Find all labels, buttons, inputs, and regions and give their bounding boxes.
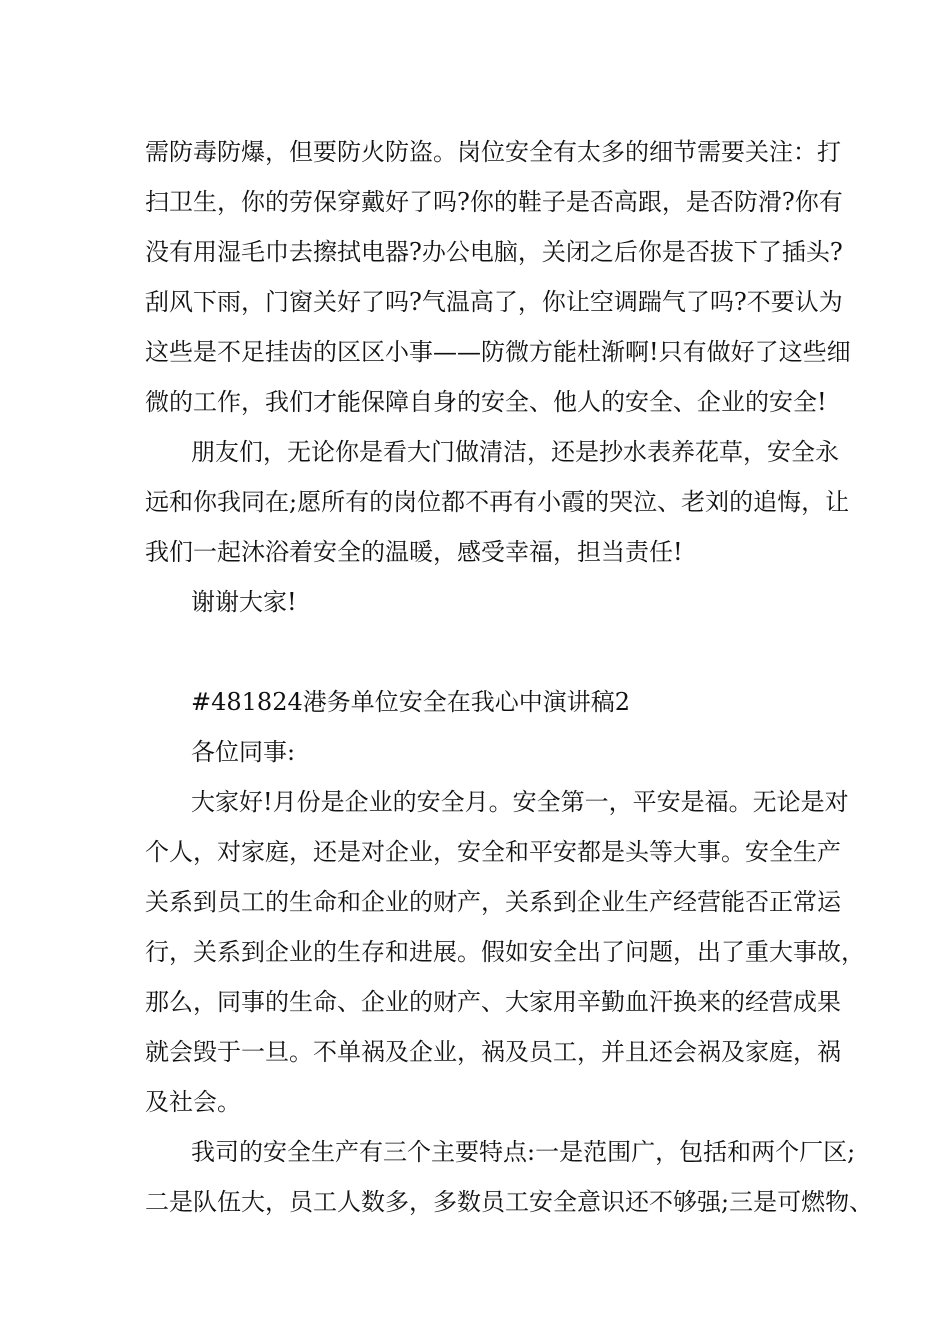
paragraph-first-line: 大家好!月份是企业的安全月。安全第一，平安是福。无论是对 xyxy=(191,788,849,816)
text-line: 那么，同事的生命、企业的财产、大家用辛勤血汗换来的经营成果 xyxy=(145,988,841,1016)
text-line: 需防毒防爆，但要防火防盗。岗位安全有太多的细节需要关注：打 xyxy=(145,138,841,166)
text-line: 远和你我同在;愿所有的岗位都不再有小霞的哭泣、老刘的追悔，让 xyxy=(145,488,850,516)
paragraph-first-line: 我司的安全生产有三个主要特点:一是范围广，包括和两个厂区; xyxy=(191,1138,856,1166)
text-line: 这些是不足挂齿的区区小事——防微方能杜渐啊!只有做好了这些细 xyxy=(145,338,851,366)
text-line: 就会毁于一旦。不单祸及企业，祸及员工，并且还会祸及家庭，祸 xyxy=(145,1038,841,1066)
text-line: 行，关系到企业的生存和进展。假如安全出了问题，出了重大事故， xyxy=(145,938,865,966)
text-line: 扫卫生，你的劳保穿戴好了吗?你的鞋子是否高跟，是否防滑?你有 xyxy=(145,188,843,216)
closing-remark: 谢谢大家! xyxy=(191,588,297,616)
paragraph-first-line: 朋友们，无论你是看大门做清洁，还是抄水表养花草，安全永 xyxy=(191,438,839,466)
text-line: 微的工作，我们才能保障自身的安全、他人的安全、企业的安全! xyxy=(145,388,827,416)
text-line: 及社会。 xyxy=(145,1088,241,1116)
text-line: 个人，对家庭，还是对企业，安全和平安都是头等大事。安全生产 xyxy=(145,838,841,866)
salutation: 各位同事: xyxy=(191,738,296,766)
text-line: 没有用湿毛巾去擦拭电器?办公电脑，关闭之后你是否拔下了插头? xyxy=(145,238,843,266)
section-heading: #481824港务单位安全在我心中演讲稿2 xyxy=(191,688,630,716)
text-line: 二是队伍大，员工人数多，多数员工安全意识还不够强;三是可燃物、 xyxy=(145,1188,874,1216)
text-line: 关系到员工的生命和企业的财产，关系到企业生产经营能否正常运 xyxy=(145,888,841,916)
text-line: 我们一起沐浴着安全的温暖，感受幸福，担当责任! xyxy=(145,538,683,566)
text-line: 刮风下雨，门窗关好了吗?气温高了，你让空调踹气了吗?不要认为 xyxy=(145,288,843,316)
